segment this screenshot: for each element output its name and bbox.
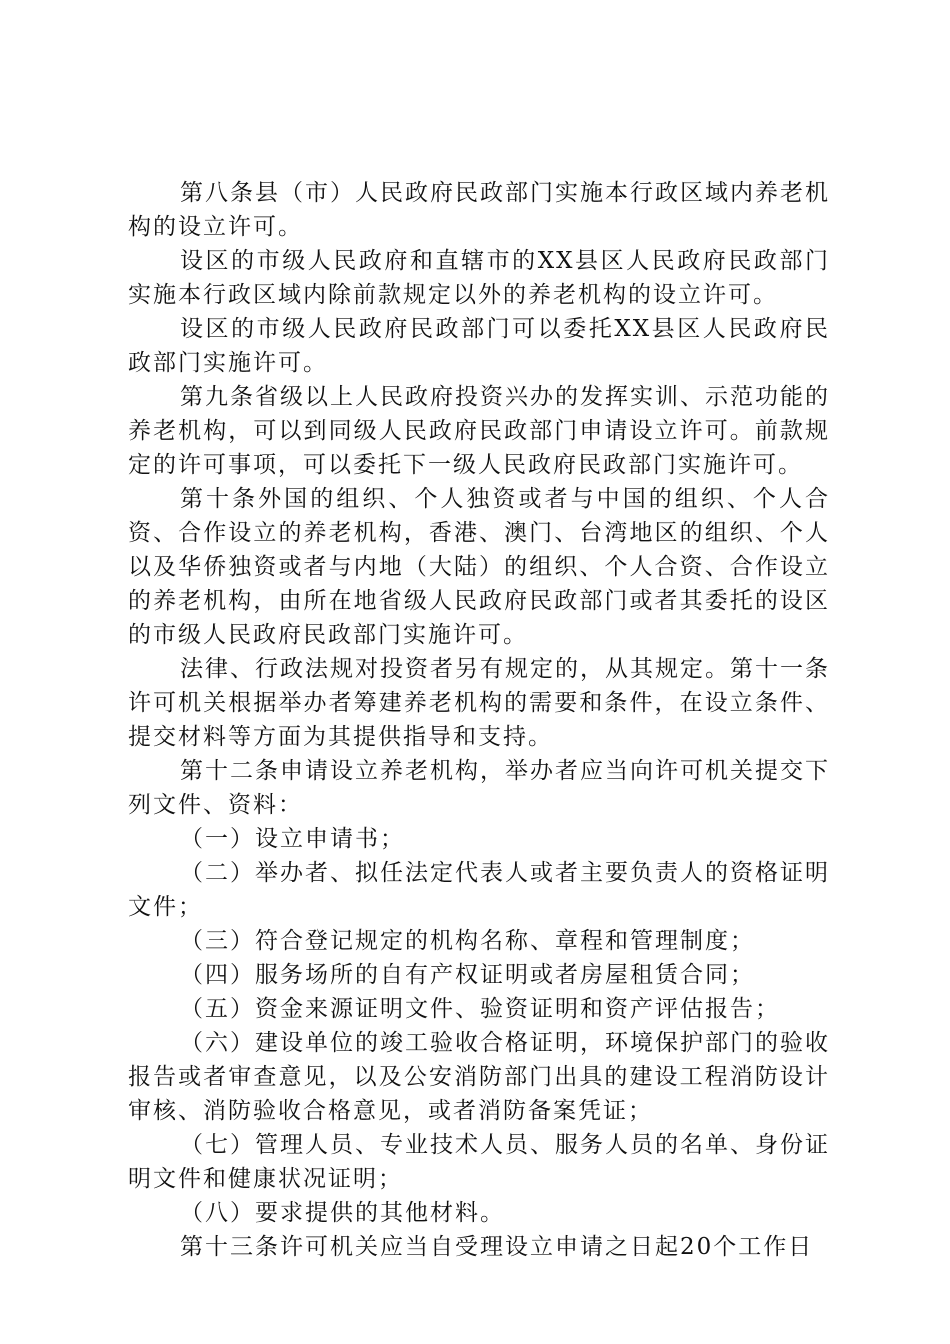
list-item-2: （二）举办者、拟任法定代表人或者主要负责人的资格证明文件； [128,860,830,920]
list-item-7: （七）管理人员、专业技术人员、服务人员的名单、身份证明文件和健康状况证明； [128,1132,830,1192]
paragraph-article-10: 第十条外国的组织、个人独资或者与中国的组织、个人合资、合作设立的养老机构，香港、澳门、台湾地区的组织、个人以及华侨独资或者与内地（大陆）的组织、个人合资、合作设立的养老机构，由所在地省级人民政府民政部门或者其委托的设区的市级人民政府民政部门实施许可。 [128,486,830,648]
list-item-4: （四）服务场所的自有产权证明或者房屋租赁合同； [180,962,755,988]
paragraph-article-11: 法律、行政法规对投资者另有规定的，从其规定。第十一条许可机关根据举办者筹建养老机构的需要和条件，在设立条件、提交材料等方面为其提供指导和支持。 [128,656,830,750]
paragraph-article-13: 第十三条许可机关应当自受理设立申请之日起20个工作日 [180,1234,814,1260]
paragraph-article-8-clause-2: 设区的市级人民政府和直辖市的XX县区人民政府民政部门实施本行政区域内除前款规定以外的养老机构的设立许可。 [128,248,830,308]
paragraph-article-8-clause-3: 设区的市级人民政府民政部门可以委托XX县区人民政府民政部门实施许可。 [128,316,830,376]
paragraph-article-12: 第十二条申请设立养老机构，举办者应当向许可机关提交下列文件、资料： [128,758,830,818]
list-item-1: （一）设立申请书； [180,826,405,852]
paragraph-article-9: 第九条省级以上人民政府投资兴办的发挥实训、示范功能的养老机构，可以到同级人民政府民政部门申请设立许可。前款规定的许可事项，可以委托下一级人民政府民政部门实施许可。 [128,384,830,478]
paragraph-article-8: 第八条县（市）人民政府民政部门实施本行政区域内养老机构的设立许可。 [128,180,830,240]
list-item-8: （八）要求提供的其他材料。 [180,1200,505,1226]
list-item-5: （五）资金来源证明文件、验资证明和资产评估报告； [180,996,780,1022]
list-item-3: （三）符合登记规定的机构名称、章程和管理制度； [180,928,755,954]
list-item-6: （六）建设单位的竣工验收合格证明，环境保护部门的验收报告或者审查意见，以及公安消防部门出具的建设工程消防设计审核、消防验收合格意见，或者消防备案凭证； [128,1030,830,1124]
document-body [128,176,830,1264]
